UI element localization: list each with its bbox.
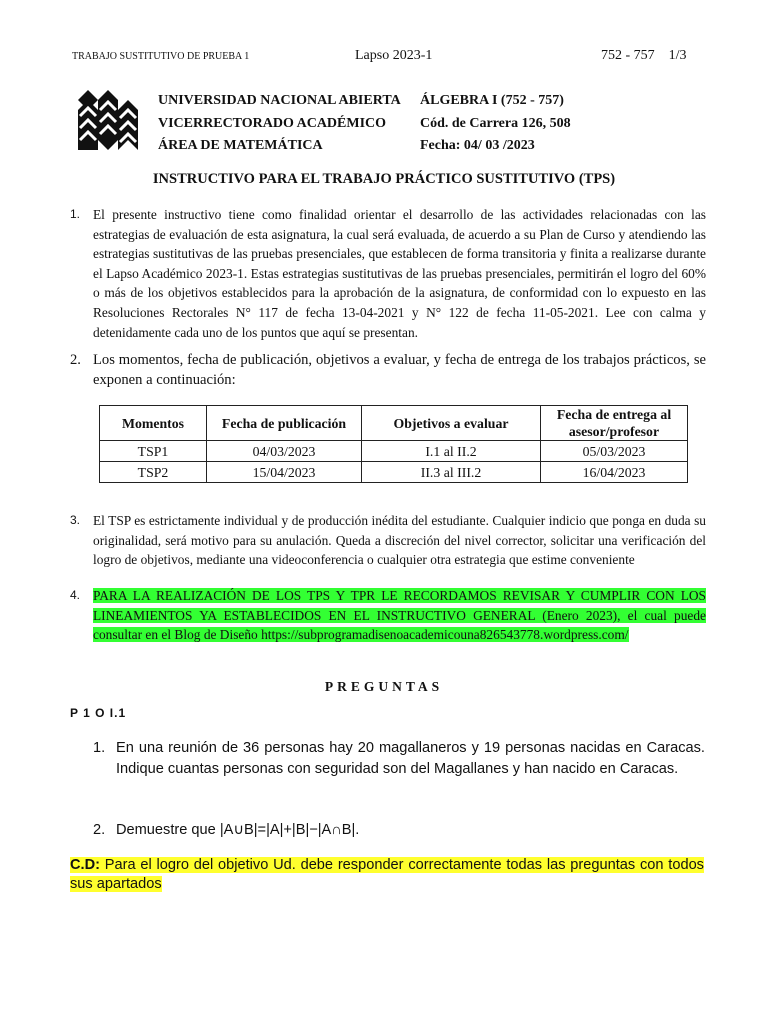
section-title: PREGUNTAS bbox=[324, 679, 444, 694]
table-row bbox=[100, 441, 688, 462]
header-page: 1/3 bbox=[668, 48, 687, 63]
course-block bbox=[420, 90, 571, 158]
course-name: ÁLGEBRA I (752 - 757) bbox=[420, 93, 564, 108]
cd-label: C.D: bbox=[70, 857, 100, 873]
table-cell: II.3 al III.2 bbox=[362, 462, 541, 483]
item-number: 2. bbox=[70, 352, 81, 368]
item-text: Los momentos, fecha de publicación, objetivos a evaluar, y fecha de entrega de los trabajos prácticos, se exponen a continuación: bbox=[93, 352, 706, 388]
question-number: 1. bbox=[93, 740, 106, 756]
course-date: Fecha: 04/ 03 /2023 bbox=[420, 138, 535, 153]
question-item bbox=[93, 820, 705, 841]
cd-text: Para el logro del objetivo Ud. debe responder correctamente todas las preguntas con todos sus apartados bbox=[70, 857, 704, 892]
table-header: Objetivos a evaluar bbox=[362, 406, 541, 441]
header-right bbox=[601, 48, 687, 64]
header-lapso: Lapso 2023-1 bbox=[355, 48, 433, 63]
table-header: Fecha de publicación bbox=[207, 406, 362, 441]
objective-label: P 1 O I.1 bbox=[70, 706, 127, 720]
table-cell: 15/04/2023 bbox=[207, 462, 362, 483]
question-text: En una reunión de 36 personas hay 20 magallaneros y 19 personas nacidas en Caracas. Indique cuantas personas con seguridad son del Magallanes y han nacido en Caracas. bbox=[116, 740, 705, 777]
table-header: Momentos bbox=[100, 406, 207, 441]
question-number: 2. bbox=[93, 822, 106, 838]
item-number: 3. bbox=[70, 513, 81, 527]
highlighted-notice: PARA LA REALIZACIÓN DE LOS TPS Y TPR LE RECORDAMOS REVISAR Y CUMPLIR CON LOS LINEAMIENTOS YA ESTABLECIDOS EN EL INSTRUCTIVO GENERAL (Enero 2023), el cual puede consultar en el Blog de Diseño https://subprogramadisenoacademicouna826543778.wordpress.com/ bbox=[93, 588, 706, 643]
una-logo-icon bbox=[76, 88, 140, 152]
table-header: Fecha de entrega al asesor/profesor bbox=[541, 406, 688, 441]
header-code: 752 - 757 bbox=[601, 48, 655, 63]
header-left: TRABAJO SUSTITUTIVO DE PRUEBA 1 bbox=[72, 51, 250, 62]
schedule-table bbox=[99, 405, 688, 483]
area: ÁREA DE MATEMÁTICA bbox=[158, 138, 323, 153]
item-text: El TSP es estrictamente individual y de producción inédita del estudiante. Cualquier indicio que ponga en duda su originalidad, será motivo para su anulación. Queda a discreción del nivel corrector, solicitar una verificación del logro de objetivos, mediante una videoconferencia o cualquier otra estrategia que estime conveniente bbox=[93, 513, 706, 568]
list-item bbox=[70, 351, 706, 390]
table-header-row bbox=[100, 406, 688, 441]
vicerrectorado: VICERRECTORADO ACADÉMICO bbox=[158, 115, 387, 131]
list-item bbox=[70, 205, 706, 342]
question-text: Demuestre que |A∪B|=|A|+|B|−|A∩B|. bbox=[116, 822, 360, 838]
table-cell: 05/03/2023 bbox=[541, 441, 688, 462]
item-number: 4. bbox=[70, 588, 81, 602]
table-cell: TSP1 bbox=[100, 441, 207, 462]
table-cell: 04/03/2023 bbox=[207, 441, 362, 462]
institution-block bbox=[158, 90, 401, 158]
list-item bbox=[70, 586, 706, 645]
table-cell: 16/04/2023 bbox=[541, 462, 688, 483]
criterio-dominio bbox=[70, 856, 704, 893]
page-title: INSTRUCTIVO PARA EL TRABAJO PRÁCTICO SUSTITUTIVO (TPS) bbox=[152, 171, 616, 187]
item-text: El presente instructivo tiene como finalidad orientar el desarrollo de las actividades relacionadas con las estrategias de evaluación de esta asignatura, la cual será evaluada, de acuerdo a su Plan de Curso y atendiendo las estrategias sustitutivas de las pruebas presenciales, que establecen de forma transitoria y finita a realizarse durante el Lapso Académico 2023-1. Estas estrategias sustitutivas de las pruebas presenciales, permitirán el logro del 60% o más de los objetivos establecidos para la aprobación de la asignatura, de conformidad con lo expuesto en las Resoluciones Rectorales N° 117 de fecha 13-04-2021 y N° 122 de fecha 11-05-2021. Lee con calma y detenidamente cada uno de los puntos que aquí se presentan. bbox=[93, 207, 706, 340]
course-code: Cód. de Carrera 126, 508 bbox=[420, 115, 571, 131]
table-row bbox=[100, 462, 688, 483]
list-item bbox=[70, 511, 706, 570]
institution-name: UNIVERSIDAD NACIONAL ABIERTA bbox=[158, 93, 401, 108]
table-cell: I.1 al II.2 bbox=[362, 441, 541, 462]
table-cell: TSP2 bbox=[100, 462, 207, 483]
item-number: 1. bbox=[70, 207, 81, 221]
question-item bbox=[93, 738, 705, 779]
